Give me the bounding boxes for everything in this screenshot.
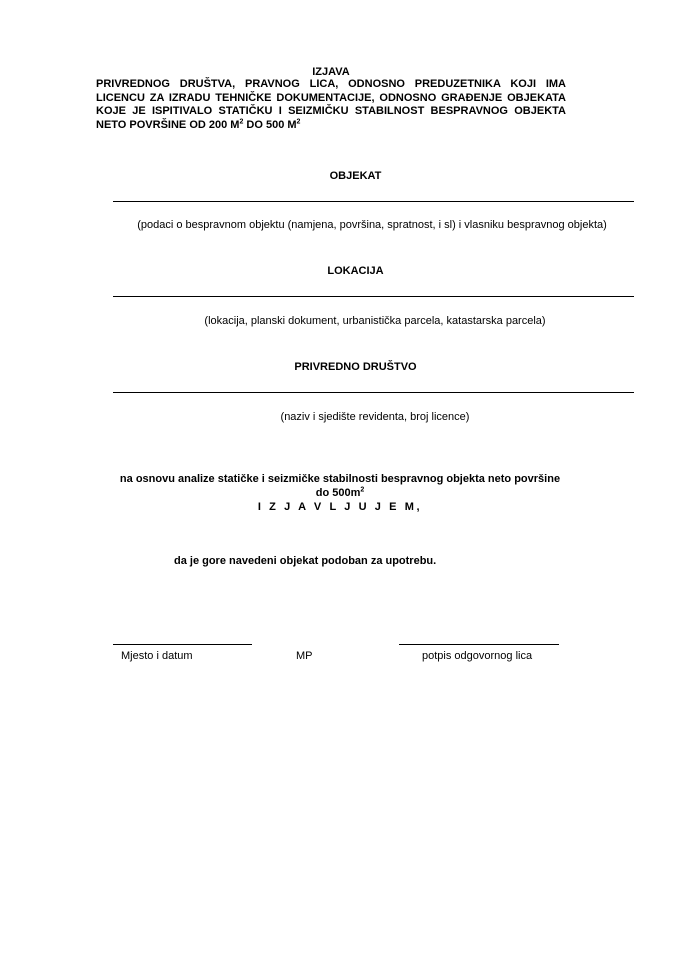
statement-line: na osnovu analize statičke i seizmičke stabilnosti bespravnog objekta neto površine [119, 473, 561, 485]
superscript: 2 [296, 117, 301, 125]
declare-text: I Z J A V L J U J E M, [257, 501, 423, 513]
drustvo-label: PRIVREDNO DRUŠTVO [294, 361, 417, 373]
objekat-caption: (podaci o bespravnom objektu (namjena, površina, spratnost, i sl) i vlasniku bespravnog objekta) [137, 219, 607, 231]
place-date-line [113, 644, 252, 645]
superscript: 2 [239, 117, 244, 125]
lokacija-label: LOKACIJA [327, 265, 384, 277]
statement-line-2 [80, 486, 600, 500]
conclusion-text: da je gore navedeni objekat podoban za upotrebu. [174, 555, 437, 567]
statement-area: do 500m [315, 487, 361, 499]
declaration-heading [96, 78, 566, 132]
objekat-label: OBJEKAT [329, 170, 382, 182]
drustvo-fill-line [113, 392, 634, 393]
drustvo-caption: (naziv i sjedište revidenta, broj licence) [280, 411, 470, 423]
heading-text: PRIVREDNOG DRUŠTVA, PRAVNOG LICA, ODNOSNO PREDUZETNIKA KOJI IMA LICENCU ZA IZRADU TEHNIČKE DOKUMENTACIJE, ODNOSNO GRAĐENJE OBJEKATA KOJE JE ISPITIVALO STATIČKU I SEIZMIČKU STABILNOST BESPRAVNOG OBJEKTA NETO POVRŠINE OD 200 M [96, 78, 566, 131]
signature-label: potpis odgovornog lica [422, 650, 533, 662]
heading-text-end: DO 500 M [243, 118, 297, 131]
superscript: 2 [360, 486, 365, 494]
document-title: IZJAVA [312, 66, 350, 78]
statement-block [80, 472, 600, 514]
lokacija-fill-line [113, 296, 634, 297]
lokacija-caption: (lokacija, planski dokument, urbanistička parcela, katastarska parcela) [204, 315, 546, 327]
stamp-label: MP [296, 650, 313, 662]
objekat-fill-line [113, 201, 634, 202]
signature-line [399, 644, 559, 645]
place-date-label: Mjesto i datum [121, 650, 193, 662]
